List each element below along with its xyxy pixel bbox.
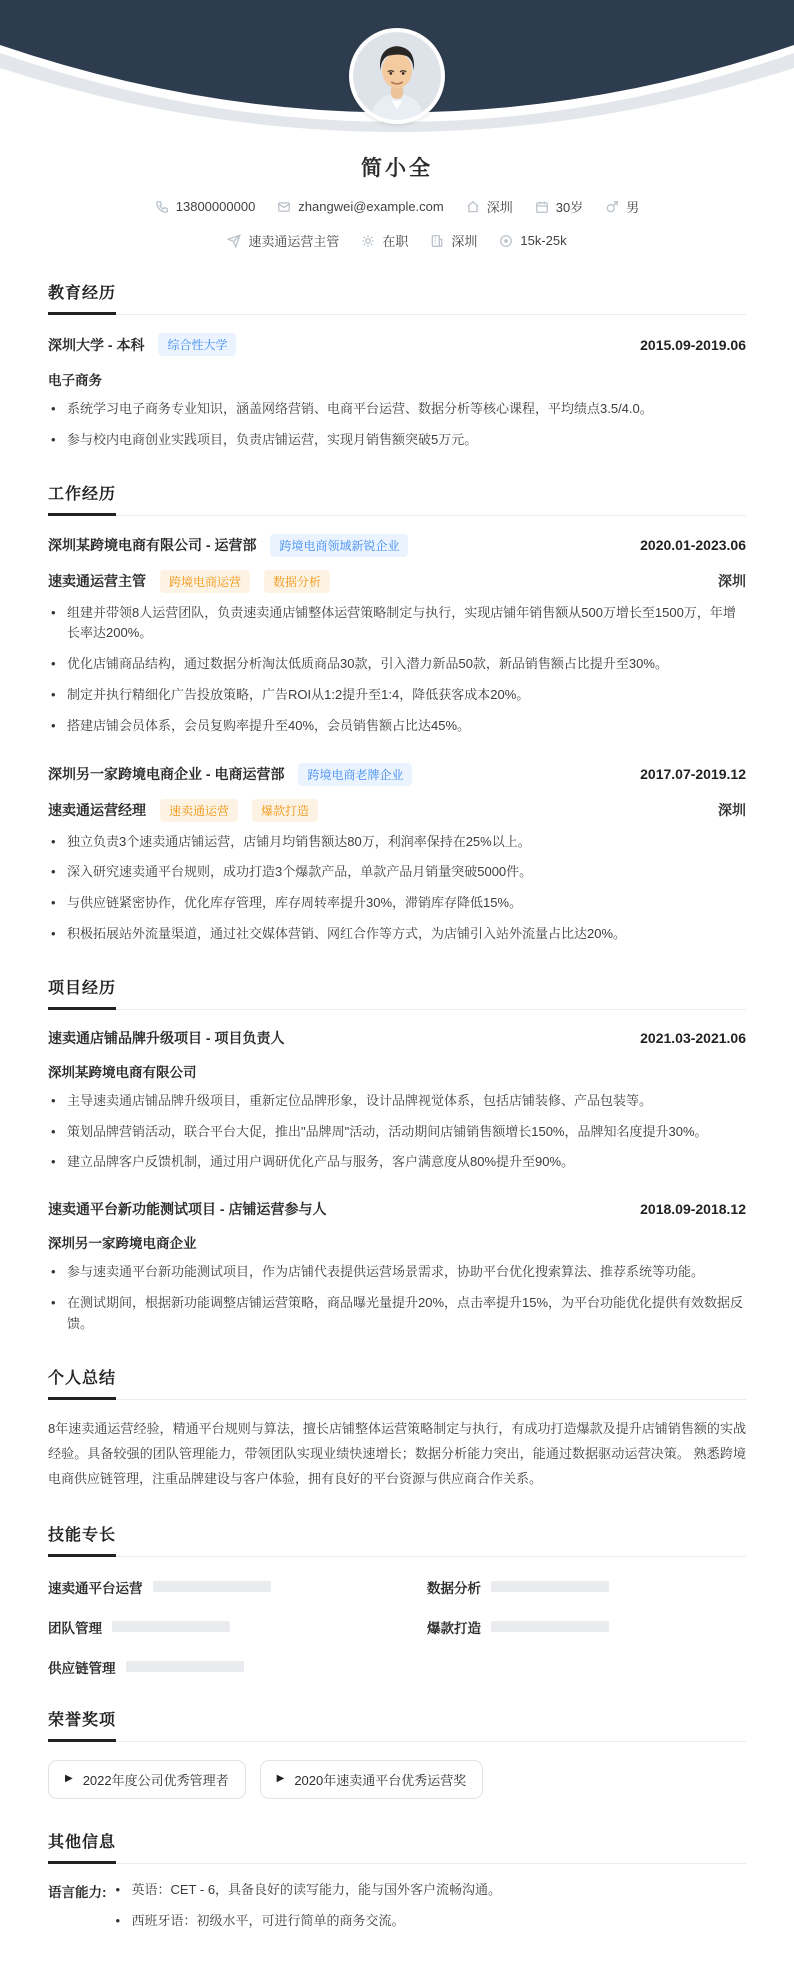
role-tag: 速卖通运营 (160, 799, 238, 822)
project-org: 深圳另一家跨境电商企业 (48, 1236, 197, 1252)
bullet-item: • 系统学习电子商务专业知识，涵盖网络营销、电商平台运营、数据分析等核心课程，平均绩点3.5/4.0。 (48, 399, 746, 420)
school-name: 深圳大学 - 本科 (48, 336, 145, 353)
bullet-item: • 在测试期间，根据新功能调整店铺运营策略，商品曝光量提升20%，点击率提升15%，为平台功能优化提供有效数据反馈。 (48, 1293, 746, 1335)
education-entry-head (48, 333, 746, 356)
position-icon (227, 234, 241, 248)
work-location: 深圳 (718, 802, 746, 819)
work-entry-1 (48, 534, 746, 737)
role-title: 速卖通运营主管 (48, 573, 146, 590)
company-name: 深圳另一家跨境电商企业 - 电商运营部 (48, 766, 285, 783)
skill-bar (112, 1621, 230, 1632)
section-honors-head (48, 1707, 746, 1742)
skill-row (427, 1577, 746, 1597)
language-label: 语言能力: (48, 1884, 107, 1900)
section-skills-head (48, 1522, 746, 1557)
bullet-item: • 建立品牌客户反馈机制，通过用户调研优化产品与服务，客户满意度从80%提升至90%。 (48, 1152, 746, 1173)
education-date: 2015.09-2019.06 (640, 336, 746, 353)
section-projects-head (48, 975, 746, 1010)
contact-phone (155, 199, 256, 214)
candidate-name: 简小全 (361, 157, 433, 180)
section-skills (48, 1522, 746, 1677)
bullet-item: • 制定并执行精细化广告投放策略，广告ROI从1:2提升至1:4，降低获客成本20%。 (48, 685, 746, 706)
contact-age-text: 30岁 (555, 200, 584, 215)
skill-bar (126, 1661, 244, 1672)
section-summary-head (48, 1365, 746, 1400)
company-tag: 跨境电商领域新锐企业 (270, 534, 408, 557)
contact-status (361, 231, 408, 250)
gender-icon (605, 200, 619, 214)
section-work-head (48, 481, 746, 516)
skill-bar (491, 1621, 609, 1632)
contact-row-2 (0, 231, 794, 250)
honor-row (48, 1760, 746, 1799)
work-entry-2 (48, 763, 746, 945)
project-bullets (48, 1091, 746, 1173)
bullet-item: • 积极拓展站外流量渠道，通过社交媒体营销、网红合作等方式，为店铺引入站外流量占比达20%。 (48, 924, 746, 945)
age-icon (535, 200, 549, 214)
contact-email-text: zhangwei@example.com (298, 199, 444, 214)
contact-salary (499, 233, 566, 248)
bullet-item: • 西班牙语：初级水平，可进行简单的商务交流。 (113, 1911, 502, 1932)
bullet-item: • 主导速卖通店铺品牌升级项目，重新定位品牌形象，设计品牌视觉体系，包括店铺装修、产品包装等。 (48, 1091, 746, 1112)
section-work (48, 481, 746, 945)
contact-city (430, 231, 477, 250)
project-bullets (48, 1262, 746, 1334)
bullet-item: • 与供应链紧密协作，优化库存管理，库存周转率提升30%，滞销库存降低15%。 (48, 893, 746, 914)
status-icon (361, 234, 375, 248)
project-org: 深圳某跨境电商有限公司 (48, 1064, 197, 1080)
section-education (48, 280, 746, 451)
bullet-item: • 搭建店铺会员体系，会员复购率提升至40%，会员销售额占比达45%。 (48, 716, 746, 737)
work-bullets (48, 603, 746, 737)
role-title: 速卖通运营经理 (48, 802, 146, 819)
project-date: 2021.03-2021.06 (640, 1029, 746, 1046)
education-bullets (48, 399, 746, 451)
company-name: 深圳某跨境电商有限公司 - 运营部 (48, 537, 257, 554)
honor-badge[interactable] (260, 1760, 484, 1799)
resume-body (0, 280, 794, 1962)
skill-label: 供应链管理 (48, 1660, 116, 1676)
company-tag: 跨境电商老牌企业 (298, 763, 412, 786)
avatar-photo (353, 32, 441, 120)
section-honors (48, 1707, 746, 1799)
phone-icon (155, 200, 169, 214)
project-entry-head (48, 1199, 746, 1219)
skill-label: 爆款打造 (427, 1620, 481, 1636)
contact-gender-text: 男 (626, 200, 640, 215)
role-tag: 跨境电商运营 (160, 570, 250, 593)
bullet-item: • 深入研究速卖通平台规则，成功打造3个爆款产品，单款产品月销量突破5000件。 (48, 862, 746, 883)
contact-position-text: 速卖通运营主管 (248, 234, 340, 249)
contact-gender (605, 197, 639, 216)
section-projects (48, 975, 746, 1335)
bullet-item: • 英语：CET - 6，具备良好的读写能力，能与国外客户流畅沟通。 (113, 1880, 502, 1901)
work-bullets (48, 832, 746, 945)
skill-row (48, 1657, 367, 1677)
bullet-item: • 参与速卖通平台新功能测试项目，作为店铺代表提供运营场景需求，协助平台优化搜索算法、推荐系统等功能。 (48, 1262, 746, 1283)
section-title: 工作经历 (48, 481, 116, 516)
section-other-head (48, 1829, 746, 1864)
play-icon (277, 1774, 285, 1784)
contact-location (466, 197, 513, 216)
city-icon (430, 234, 444, 248)
play-icon (65, 1774, 73, 1784)
skill-row (427, 1617, 746, 1637)
education-major: 电子商务 (48, 373, 102, 388)
project-entry-2 (48, 1199, 746, 1334)
school-tag: 综合性大学 (158, 333, 236, 356)
skill-row (48, 1577, 367, 1597)
language-row (48, 1880, 746, 1933)
education-entry (48, 333, 746, 451)
project-name: 速卖通平台新功能测试项目 - 店铺运营参与人 (48, 1201, 327, 1218)
section-title: 教育经历 (48, 280, 116, 315)
skill-label: 团队管理 (48, 1620, 102, 1636)
work-date: 2020.01-2023.06 (640, 537, 746, 554)
project-entry-1 (48, 1028, 746, 1173)
contact-city-text: 深圳 (451, 234, 478, 249)
work-entry-head (48, 534, 746, 557)
bullet-item: • 优化店铺商品结构，通过数据分析淘汰低质商品30款，引入潜力新品50款，新品销售额占比提升至30%。 (48, 654, 746, 675)
contact-phone-text: 13800000000 (175, 199, 256, 214)
skill-label: 速卖通平台运营 (48, 1580, 143, 1596)
bullet-item: • 策划品牌营销活动，联合平台大促，推出"品牌周"活动，活动期间店铺销售额增长150%，品牌知名度提升30%。 (48, 1122, 746, 1143)
role-tag: 爆款打造 (252, 799, 318, 822)
contact-salary-text: 15k-25k (520, 233, 567, 248)
work-date: 2017.07-2019.12 (640, 766, 746, 783)
skill-bar (153, 1581, 271, 1592)
summary-text: 8年速卖通运营经验，精通平台规则与算法，擅长店铺整体运营策略制定与执行，有成功打造爆款及提升店铺销售额的实战经验。具备较强的团队管理能力，带领团队实现业绩快速增长；数据分析能力突出，能通过数据驱动运营决策。 熟悉跨境电商供应链管理，注重品牌建设与客户体验，拥有良好的平台资源与供应商合作关系。 (48, 1420, 746, 1487)
honor-badge[interactable] (48, 1760, 246, 1799)
home-icon (466, 200, 480, 214)
work-role-row (48, 570, 746, 593)
skill-bar (491, 1581, 609, 1592)
section-other (48, 1829, 746, 1933)
work-role-row (48, 799, 746, 822)
contact-email (277, 199, 443, 214)
section-title: 项目经历 (48, 975, 116, 1010)
section-education-head (48, 280, 746, 315)
email-icon (277, 200, 291, 214)
bullet-item: • 参与校内电商创业实践项目，负责店铺运营，实现月销售额突破5万元。 (48, 430, 746, 451)
section-title: 荣誉奖项 (48, 1707, 116, 1742)
skill-label: 数据分析 (427, 1580, 481, 1596)
project-date: 2018.09-2018.12 (640, 1201, 746, 1218)
bullet-item: • 组建并带领8人运营团队，负责速卖通店铺整体运营策略制定与执行，实现店铺年销售额从500万增长至1500万，年增长率达200%。 (48, 603, 746, 645)
honor-text: 2022年度公司优秀管理者 (82, 1772, 229, 1788)
project-entry-head (48, 1028, 746, 1048)
skills-grid (48, 1577, 746, 1677)
avatar (349, 28, 445, 124)
language-bullets (113, 1880, 502, 1933)
contact-status-text: 在职 (382, 234, 409, 249)
section-title: 其他信息 (48, 1829, 116, 1864)
bullet-item: • 独立负责3个速卖通店铺运营，店铺月均销售额达80万，利润率保持在25%以上。 (48, 832, 746, 853)
salary-icon (499, 234, 513, 248)
work-entry-head (48, 763, 746, 786)
skill-row (48, 1617, 367, 1637)
resume-header (0, 0, 794, 152)
project-name: 速卖通店铺品牌升级项目 - 项目负责人 (48, 1029, 285, 1046)
contact-position (227, 231, 339, 250)
work-location: 深圳 (718, 573, 746, 590)
role-tag: 数据分析 (264, 570, 330, 593)
contact-age (535, 197, 583, 216)
section-title: 技能专长 (48, 1522, 116, 1557)
honor-text: 2020年速卖通平台优秀运营奖 (294, 1772, 467, 1788)
section-title: 个人总结 (48, 1365, 116, 1400)
section-summary (48, 1365, 746, 1492)
contact-row-1 (0, 197, 794, 216)
contact-location-text: 深圳 (486, 200, 513, 215)
